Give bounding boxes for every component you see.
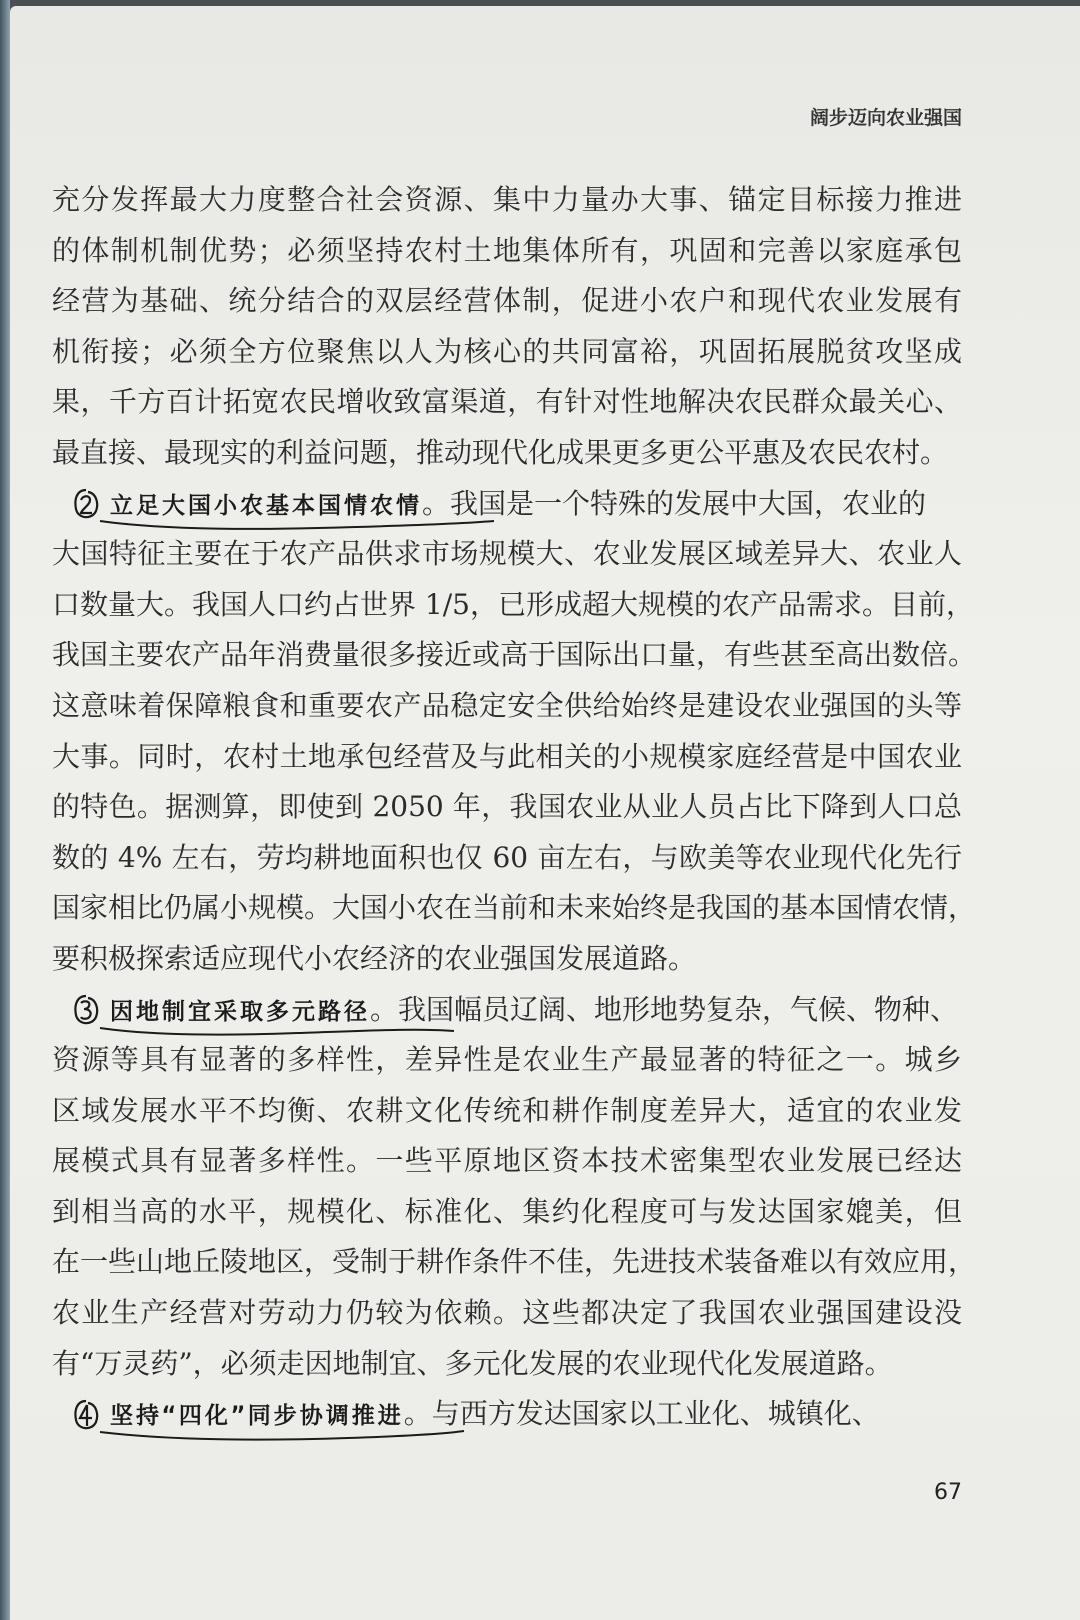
section-2-heading-rest: 。我国是一个特殊的发展中大国，农业的: [422, 486, 927, 520]
section-3-heading-line: [52, 985, 962, 1036]
text-line: 最直接、最现实的利益问题，推动现代化成果更多更公平惠及农民农村。: [52, 435, 949, 469]
text-line: 有“万灵药”，必须走因地制宜、多元化发展的农业现代化发展道路。: [52, 1346, 893, 1380]
handwritten-underline: [98, 517, 498, 531]
body-text: [52, 175, 977, 1440]
section-2-heading-line: [52, 479, 962, 530]
text-line: 果，千方百计拓宽农民增收致富渠道，有针对性地解决农民群众最关心、: [52, 385, 962, 419]
text-line: 大事。同时，农村土地承包经营及与此相关的小规模家庭经营是中国农业: [52, 739, 962, 773]
text-line: 农业生产经营对劳动力仍较为依赖。这些都决定了我国农业强国建设没: [52, 1296, 962, 1330]
text-line: 资源等具有显著的多样性，差异性是农业生产最显著的特征之一。城乡: [52, 1043, 962, 1077]
text-line: 区域发展水平不均衡、农耕文化传统和耕作制度差异大，适宜的农业发: [52, 1093, 962, 1127]
running-head: 阔步迈向农业强国: [809, 107, 962, 129]
section-4-heading-rest: 。与西方发达国家以工业化、城镇化、: [403, 1397, 880, 1431]
text-line: 国家相比仍属小规模。大国小农在当前和未来始终是我国的基本国情农情，: [52, 891, 977, 925]
text-line: 充分发挥最大力度整合社会资源、集中力量办大事、锚定目标接力推进: [52, 183, 962, 216]
handwritten-underline: [98, 1023, 458, 1037]
text-line: 要积极探索适应现代小农经济的农业强国发展道路。: [52, 941, 697, 975]
text-line: 机衔接；必须全方位聚焦以人为核心的共同富裕，巩固拓展脱贫攻坚成: [52, 334, 962, 368]
text-line: 的体制机制优势；必须坚持农村土地集体所有，巩固和完善以家庭承包: [52, 233, 962, 267]
text-line: 在一些山地丘陵地区，受制于耕作条件不佳，先进技术装备难以有效应用，: [52, 1245, 977, 1279]
book-spine-edge: [0, 0, 10, 1620]
page-number: 67: [934, 1480, 962, 1505]
text-line: 展模式具有显著多样性。一些平原地区资本技术密集型农业发展已经达: [52, 1144, 962, 1178]
text-line: 这意味着保障粮食和重要农产品稳定安全供给始终是建设农业强国的头等: [52, 688, 962, 722]
handwritten-underline: [98, 1428, 468, 1442]
text-line: 到相当高的水平，规模化、标准化、集约化程度可与发达国家媲美，但: [52, 1194, 962, 1228]
text-line: 数的 4% 左右，劳均耕地面积也仅 60 亩左右，与欧美等农业现代化先行: [52, 840, 962, 874]
text-line: 大国特征主要在于农产品供求市场规模大、农业发展区域差异大、农业人: [52, 537, 962, 571]
text-line: 口数量大。我国人口约占世界 1/5，已形成超大规模的农产品需求。目前，: [52, 587, 974, 621]
section-3-heading-rest: 。我国幅员辽阔、地形地势复杂，气候、物种、: [370, 992, 959, 1026]
text-line: 我国主要农产品年消费量很多接近或高于国际出口量，有些甚至高出数倍。: [52, 638, 977, 672]
text-line: 经营为基础、统分结合的双层经营体制，促进小农户和现代农业发展有: [52, 284, 962, 318]
handwritten-heading-3: 因地制宜采取多元路径: [110, 998, 370, 1025]
text-line: 的特色。据测算，即使到 2050 年，我国农业从业人员占比下降到人口总: [52, 790, 962, 824]
handwritten-heading-2: 立足大国小农基本国情农情: [110, 492, 422, 519]
handwritten-heading-4: 坚持“四化”同步协调推进: [110, 1403, 404, 1430]
section-4-heading-line: [52, 1389, 962, 1440]
